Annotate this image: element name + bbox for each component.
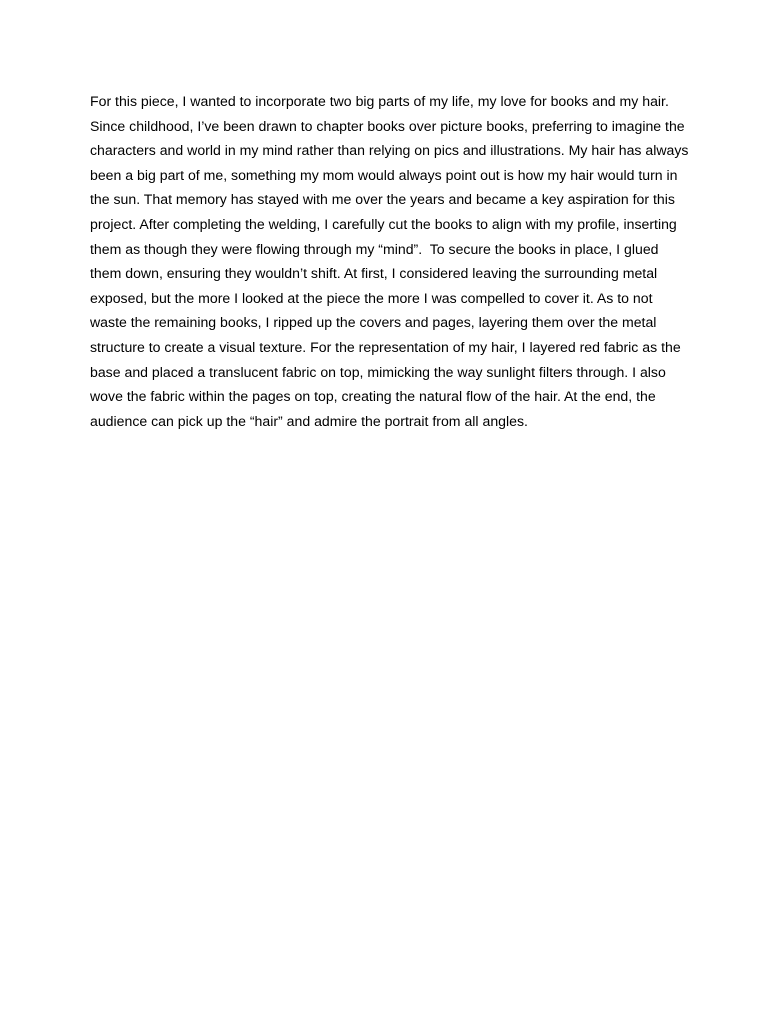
body-paragraph [90, 89, 690, 433]
text-line: waste the remaining books, I ripped up the covers and pages, layering them over the metal [90, 314, 657, 331]
text-line: been a big part of me, something my mom would always point out is how my hair would turn in [90, 166, 678, 183]
text-line: project. After completing the welding, I carefully cut the books to align with my profile, inserting [90, 215, 677, 232]
text-line: structure to create a visual texture. For the representation of my hair, I layered red fabric as the [90, 338, 681, 355]
text-line: them as though they were flowing through my “mind”. To secure the books in place, I glued [90, 240, 659, 257]
text-line: wove the fabric within the pages on top, creating the natural flow of the hair. At the end, the [90, 388, 656, 405]
text-line: base and placed a translucent fabric on top, mimicking the way sunlight filters through. I also [90, 363, 666, 380]
text-line: audience can pick up the “hair” and admire the portrait from all angles. [90, 412, 528, 429]
text-line: characters and world in my mind rather than relying on pics and illustrations. My hair has always [90, 142, 689, 159]
text-line: exposed, but the more I looked at the piece the more I was compelled to cover it. As to not [90, 289, 653, 306]
text-line: the sun. That memory has stayed with me over the years and became a key aspiration for this [90, 191, 675, 208]
text-line: them down, ensuring they wouldn’t shift. At first, I considered leaving the surrounding metal [90, 265, 658, 282]
text-line: For this piece, I wanted to incorporate two big parts of my life, my love for books and my hair. [90, 93, 669, 109]
text-line: Since childhood, I’ve been drawn to chapter books over picture books, preferring to imagine the [90, 117, 685, 134]
